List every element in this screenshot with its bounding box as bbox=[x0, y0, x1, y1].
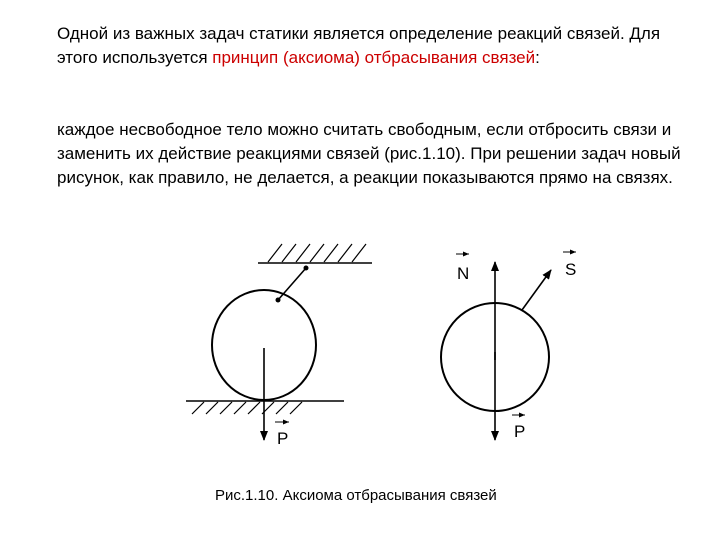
tension-reaction-arrow bbox=[522, 270, 551, 310]
principle-paragraph: каждое несвободное тело можно считать свободным, если отбросить связи и заменить их действие реакциями связей (рис.1.10). При решении задач новый рисунок, как правило, не делается, а реакции показываются прямо на связях. bbox=[57, 120, 681, 187]
floor-support bbox=[186, 401, 344, 414]
ceiling-support bbox=[258, 244, 372, 263]
left-weight-label: P bbox=[277, 429, 289, 448]
principle-highlight: принцип (аксиома) отбрасывания связей bbox=[212, 48, 536, 67]
floor-hatching bbox=[192, 402, 302, 414]
intro-text: Одной из важных задач статики является определение реакций связей. Для этого используется bbox=[57, 24, 661, 67]
rope-line bbox=[278, 268, 306, 300]
left-body-with-constraints bbox=[186, 244, 372, 448]
normal-reaction-label: N bbox=[457, 264, 470, 283]
tension-reaction-label: S bbox=[565, 260, 577, 279]
rope-contact-point bbox=[276, 298, 281, 303]
rope-anchor-point bbox=[304, 266, 309, 271]
ceiling-hatching bbox=[268, 244, 366, 262]
figure-caption: Рис.1.10. Аксиома отбрасывания связей bbox=[215, 487, 497, 504]
right-free-body bbox=[441, 252, 576, 441]
intro-colon: : bbox=[535, 48, 540, 67]
right-weight-label: P bbox=[514, 422, 526, 441]
